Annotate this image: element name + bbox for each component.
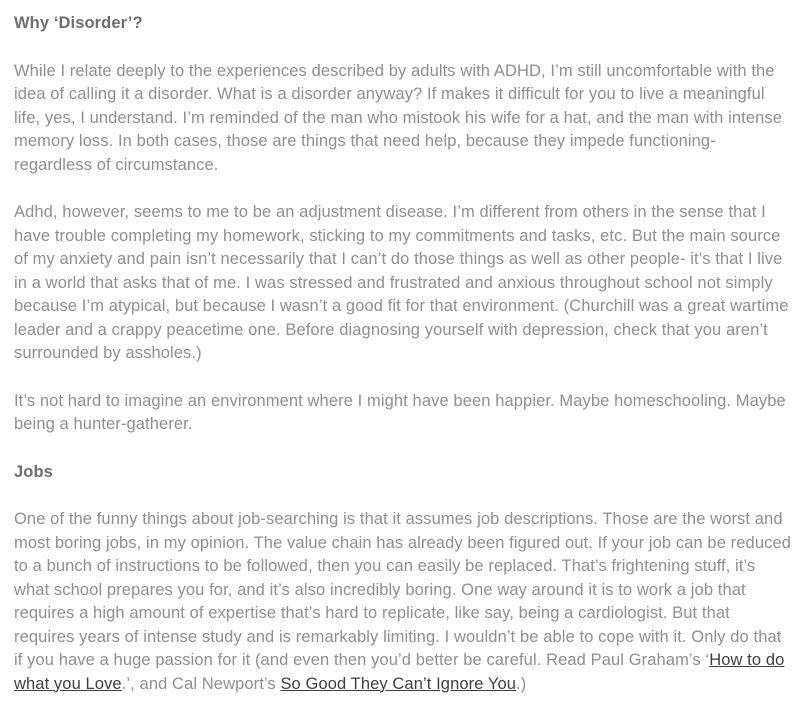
- link-so-good-they-cant-ignore-you[interactable]: So Good They Can’t Ignore You: [280, 674, 517, 693]
- jobs-text-post: .): [516, 674, 527, 693]
- paragraph-disorder-2: Adhd, however, seems to me to be an adjustment disease. I’m different from others in the sense that I have trouble completing my homework, sticking to my commitments and tasks, etc. But the main source of my anxiety and pain isn’t necessarily that I can’t do those things as well as other people- it’s that I live in a world that asks that of me. I was stressed and frustrated and anxious throughout school not simply because I’m atypical, but because I wasn’t a good fit for that environment. (Churchill was a great wartime leader and a crappy peacetime one. Before diagnosing yourself with depression, check that you aren’t surrounded by assholes.): [14, 203, 789, 362]
- paragraph-disorder-3: It’s not hard to imagine an environment where I might have been happier. Maybe homeschooling. Maybe being a hunter-gatherer.: [14, 391, 786, 433]
- paragraph-disorder-1: While I relate deeply to the experiences described by adults with ADHD, I’m still uncomfortable with the idea of calling it a disorder. What is a disorder anyway? If makes it difficult for you to live a meaningful life, yes, I understand. I’m reminded of the man who mistook his wife for a hat, and the man with intense memory loss. In both cases, those are things that need help, because they impede functioning- regardless of circumstance.: [14, 61, 783, 174]
- jobs-text-mid: .’, and Cal Newport’s: [121, 674, 281, 693]
- section-heading-why-disorder: Why ‘Disorder’?: [14, 14, 143, 32]
- link-how-to-do-what-you-love[interactable]: How to do what you Love: [14, 651, 785, 693]
- paragraph-jobs: [14, 508, 793, 696]
- jobs-text-pre: One of the funny things about job-searching is that it assumes job descriptions. Those are the worst and most boring jobs, in my opinion. The value chain has already been figured out. If your job can be reduced to a bunch of instructions to be followed, then you can easily be replaced. That’s frightening stuff, it’s what school prepares you for, and it’s also incredibly boring. One way around it is to work a job that requires a high amount of expertise that’s hard to replicate, like say, being a cardiologist. But that requires years of intense study and is remarkably limiting. I wouldn’t be able to cope with it. Only do that if you have a huge passion for it (and even then you’d better be careful. Read Paul Graham’s ‘: [14, 510, 791, 669]
- section-heading-jobs: Jobs: [14, 462, 53, 481]
